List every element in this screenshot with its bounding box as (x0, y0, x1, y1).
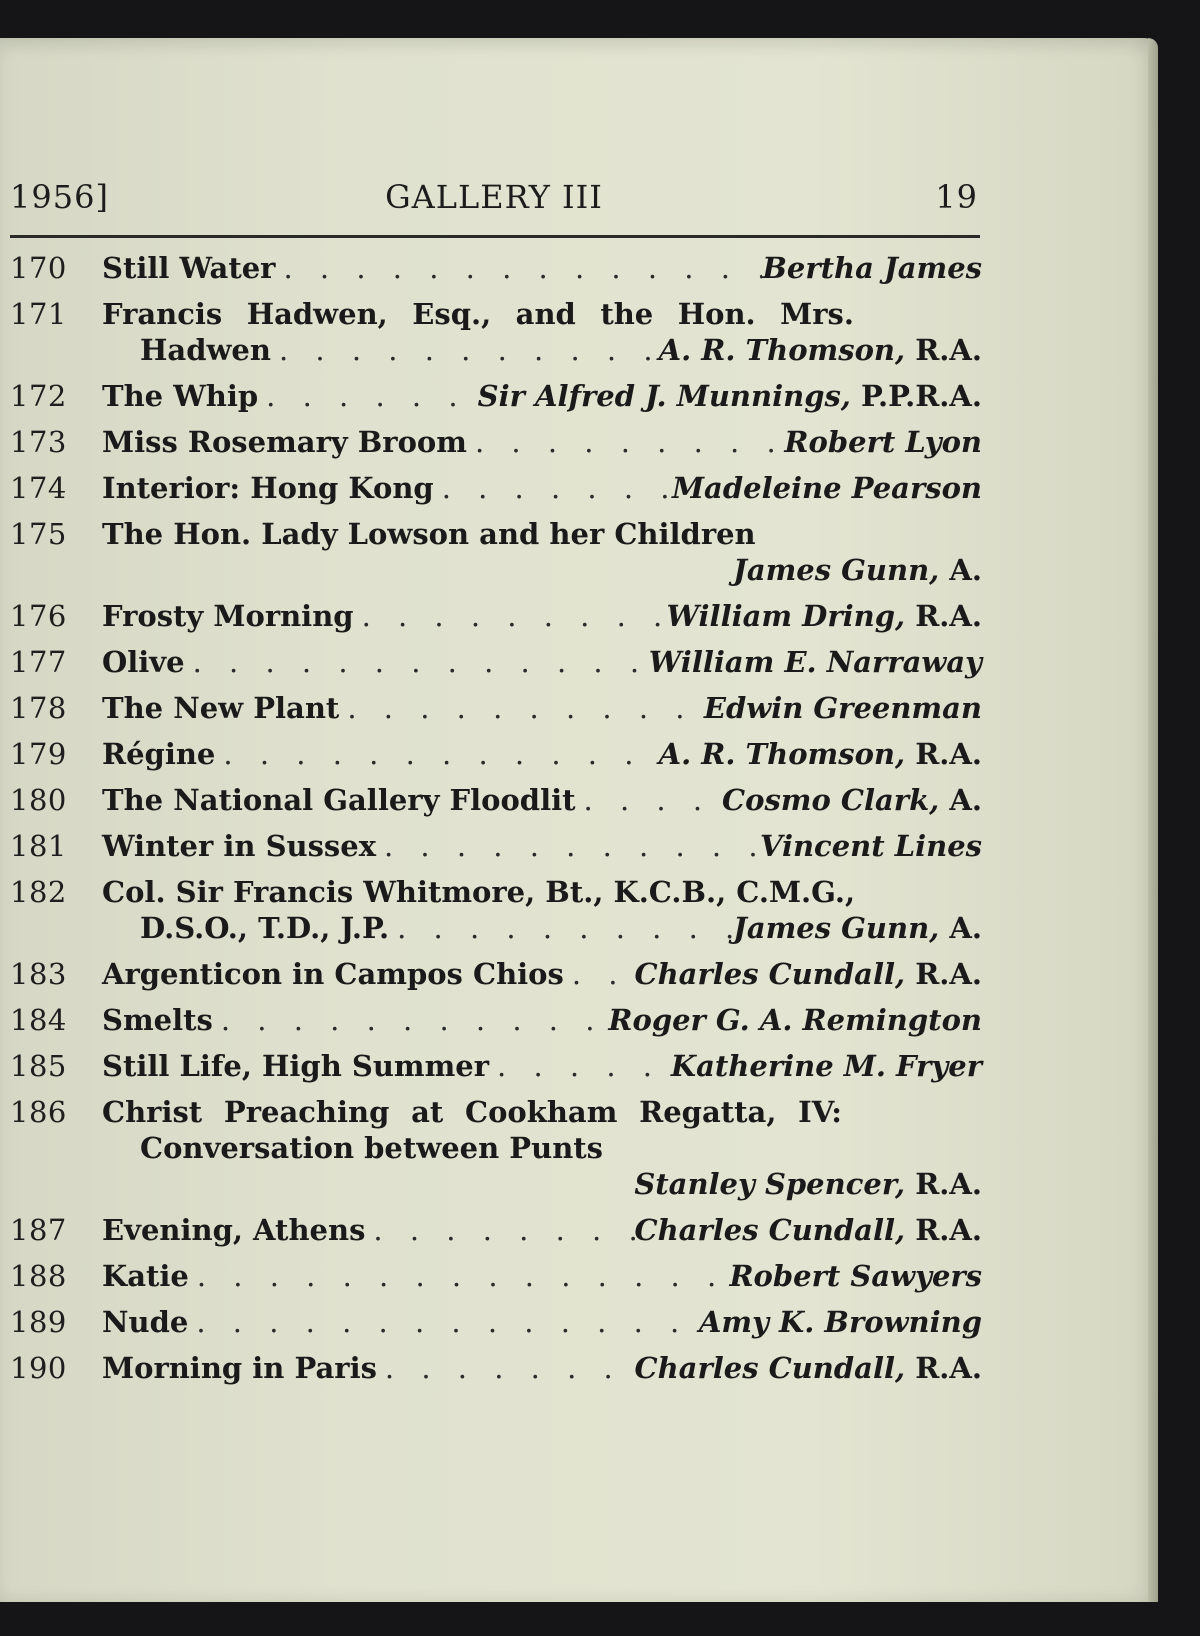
entry-number: 190 (10, 1351, 67, 1385)
entry-title-continued: D.S.O., T.D., J.P. (140, 911, 390, 945)
leader-dots (188, 1304, 699, 1340)
entry-artist: Madeleine Pearson (671, 471, 982, 505)
entry-artist: Amy K. Browning (698, 1305, 982, 1339)
entry-title: Régine (102, 737, 216, 771)
catalogue-entry (10, 690, 982, 726)
catalogue-entry (10, 828, 982, 864)
catalogue-entry (10, 1094, 982, 1202)
leader-dots (467, 424, 784, 460)
leader-dots (258, 378, 477, 414)
entry-artist: James Gunn, A. (733, 553, 982, 587)
catalogue-entry (10, 782, 982, 818)
catalogue-entry (10, 424, 982, 460)
header-rule (10, 235, 980, 238)
entry-number: 170 (10, 251, 67, 285)
leader-dots (389, 910, 733, 946)
catalogue-entry (10, 1048, 982, 1084)
entry-number: 174 (10, 471, 67, 505)
entry-title: Winter in Sussex (102, 829, 376, 863)
entry-number: 179 (10, 737, 67, 771)
entry-title: Christ Preaching at Cookham Regatta, IV: (102, 1095, 842, 1129)
page-header (10, 178, 978, 230)
gallery-title: GALLERY III (385, 178, 603, 216)
entry-title: Francis Hadwen, Esq., and the Hon. Mrs. (102, 297, 854, 331)
leader-dots (185, 644, 649, 680)
leader-dots (376, 828, 760, 864)
entry-number: 187 (10, 1213, 67, 1247)
entry-title: Miss Rosemary Broom (102, 425, 467, 459)
entry-title: Interior: Hong Kong (102, 471, 434, 505)
entry-artist: William Dring, R.A. (666, 599, 982, 633)
entry-number: 186 (10, 1095, 67, 1129)
catalogue-entry (10, 516, 982, 588)
entry-title: Col. Sir Francis Whitmore, Bt., K.C.B., C.M.G., (102, 875, 856, 909)
leader-dots (271, 332, 659, 368)
catalogue-page (0, 38, 1158, 1602)
entry-number: 184 (10, 1003, 67, 1037)
catalogue-entry (10, 1304, 982, 1340)
leader-dots (377, 1350, 635, 1386)
entry-title: The New Plant (102, 691, 340, 725)
entry-title: The Hon. Lady Lowson and her Children (102, 517, 756, 551)
leader-dots (213, 1002, 609, 1038)
entry-number: 189 (10, 1305, 67, 1339)
entry-number: 180 (10, 783, 67, 817)
entry-title: Nude (102, 1305, 189, 1339)
entry-artist: William E. Narraway (648, 645, 982, 679)
entry-title: Smelts (102, 1003, 213, 1037)
entry-number: 176 (10, 599, 67, 633)
entry-number: 181 (10, 829, 67, 863)
catalogue-entry (10, 1350, 982, 1386)
entry-artist: Katherine M. Fryer (670, 1049, 982, 1083)
leader-dots (275, 250, 762, 286)
entry-number: 185 (10, 1049, 67, 1083)
leader-dots (564, 956, 635, 992)
catalogue-entry (10, 296, 982, 368)
catalogue-entry (10, 736, 982, 772)
entry-artist: Edwin Greenman (703, 691, 982, 725)
catalogue-entry (10, 1258, 982, 1294)
entry-number: 178 (10, 691, 67, 725)
entry-number: 177 (10, 645, 67, 679)
entry-artist: Stanley Spencer, R.A. (634, 1167, 982, 1201)
page-number: 19 (935, 178, 978, 216)
entry-title-continued: Conversation between Punts (140, 1131, 604, 1165)
entry-number: 182 (10, 875, 67, 909)
entry-title: Olive (102, 645, 185, 679)
entry-number: 172 (10, 379, 67, 413)
header-year: 1956] (10, 178, 109, 216)
leader-dots (576, 782, 723, 818)
catalogue-entry (10, 250, 982, 286)
entry-title: Frosty Morning (102, 599, 354, 633)
leader-dots (215, 736, 658, 772)
entry-title: The National Gallery Floodlit (102, 783, 576, 817)
entry-number: 183 (10, 957, 67, 991)
entry-title: Evening, Athens (102, 1213, 366, 1247)
entry-artist: Vincent Lines (759, 829, 982, 863)
entry-number: 175 (10, 517, 67, 551)
entry-title: Katie (102, 1259, 189, 1293)
page-edge (1148, 38, 1158, 1602)
entry-title: The Whip (102, 379, 259, 413)
leader-dots (365, 1212, 634, 1248)
entry-artist: Charles Cundall, R.A. (634, 1213, 982, 1247)
entry-title: Still Water (102, 251, 276, 285)
entry-title-continued: Hadwen (140, 333, 271, 367)
entry-title: Argenticon in Campos Chios (102, 957, 564, 991)
catalogue-entry (10, 470, 982, 506)
leader-dots (489, 1048, 671, 1084)
entry-number: 171 (10, 297, 67, 331)
entry-artist: Robert Lyon (784, 425, 982, 459)
entry-artist: Bertha James (762, 251, 982, 285)
entry-number: 188 (10, 1259, 67, 1293)
entry-artist: Sir Alfred J. Munnings, P.P.R.A. (477, 379, 982, 413)
entry-title: Still Life, High Summer (102, 1049, 490, 1083)
entry-artist: Robert Sawyers (729, 1259, 982, 1293)
catalogue-entry (10, 956, 982, 992)
entry-artist: Roger G. A. Remington (608, 1003, 982, 1037)
leader-dots (339, 690, 704, 726)
catalogue-entry (10, 644, 982, 680)
entry-number: 173 (10, 425, 67, 459)
entry-artist: A. R. Thomson, R.A. (658, 737, 982, 771)
catalogue-entry (10, 874, 982, 946)
entry-artist: Charles Cundall, R.A. (634, 1351, 982, 1385)
entry-artist: Cosmo Clark, A. (722, 783, 982, 817)
leader-dots (434, 470, 672, 506)
leader-dots (189, 1258, 730, 1294)
catalogue-entry (10, 1212, 982, 1248)
entry-artist: James Gunn, A. (733, 911, 982, 945)
catalogue-entry (10, 1002, 982, 1038)
catalogue-entries (10, 248, 982, 1386)
entry-artist: Charles Cundall, R.A. (634, 957, 982, 991)
catalogue-entry (10, 598, 982, 634)
entry-artist: A. R. Thomson, R.A. (658, 333, 982, 367)
entry-title: Morning in Paris (102, 1351, 377, 1385)
leader-dots (354, 598, 667, 634)
catalogue-entry (10, 378, 982, 414)
